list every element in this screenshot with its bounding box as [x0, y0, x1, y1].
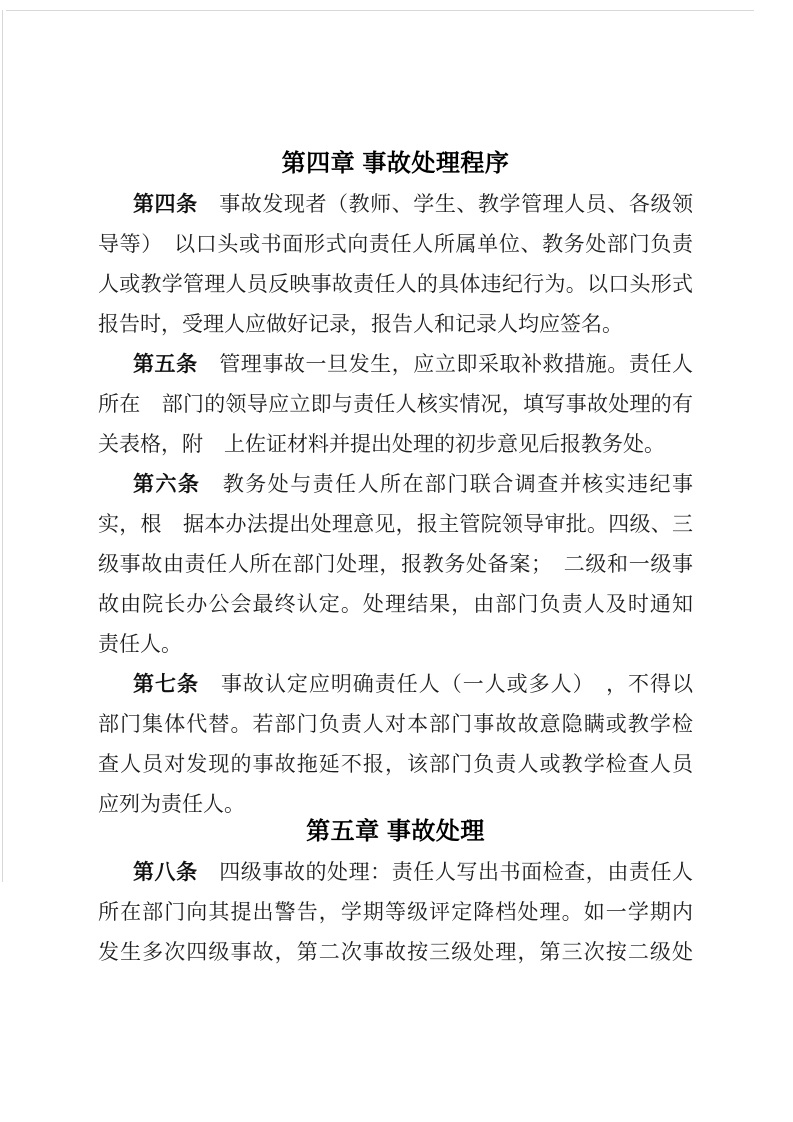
paragraph-line-text: 管理事故一旦发生，应立即采取补救措施。责任人	[197, 352, 693, 376]
paragraph-line: 查人员对发现的事故拖延不报，该部门负责人或教学检查人员	[98, 752, 693, 776]
paragraph-line: 所在部门向其提出警告，学期等级评定降档处理。如一学期内	[98, 900, 693, 924]
article-label: 第五条	[133, 352, 198, 376]
paragraph-line: 人或教学管理人员反映事故责任人的具体违纪行为。以口头形式	[98, 272, 693, 296]
paragraph-line: 故由院长办公会最终认定。处理结果，由部门负责人及时通知	[98, 592, 693, 616]
paragraph-line	[98, 852, 693, 892]
paragraph-line-text: 教务处与责任人所在部门联合调查并核实违纪事	[200, 472, 693, 496]
article-label: 第八条	[133, 860, 198, 884]
paragraph-line	[98, 664, 693, 704]
paragraph-line-text: 事故发现者（教师、学生、教学管理人员、各级领	[197, 192, 693, 216]
paragraph-line	[98, 344, 693, 384]
page-edge-left-line	[2, 10, 3, 882]
paragraph-line	[98, 184, 693, 224]
paragraph-line-text: 四级事故的处理：责任人写出书面检查，由责任人	[197, 860, 693, 884]
article-label: 第四条	[133, 192, 198, 216]
paragraph-line: 导等） 以口头或书面形式向责任人所属单位、教务处部门负责	[98, 232, 693, 256]
paragraph-line-text: 事故认定应明确责任人（一人或多人） ，不得以	[198, 672, 693, 696]
paragraph-line: 实，根 据本办法提出处理意见，报主管院领导审批。四级、三	[98, 512, 693, 536]
paragraph-line: 报告时，受理人应做好记录，报告人和记录人均应签名。	[98, 312, 623, 336]
paragraph-line: 发生多次四级事故，第二次事故按三级处理，第三次按二级处	[98, 940, 693, 964]
paragraph-line: 责任人。	[98, 632, 182, 656]
article-label: 第六条	[133, 472, 201, 496]
paragraph-line: 部门集体代替。若部门负责人对本部门事故故意隐瞒或教学检	[98, 712, 693, 736]
chapter-heading: 第五章 事故处理	[306, 818, 485, 845]
document-content	[98, 144, 693, 972]
chapter-heading: 第四章 事故处理程序	[281, 150, 510, 177]
page-edge-top-line	[6, 10, 754, 11]
paragraph-line: 关表格，附 上佐证材料并提出处理的初步意见后报教务处。	[98, 432, 665, 456]
paragraph-line	[98, 464, 693, 504]
paragraph-line: 所在 部门的领导应立即与责任人核实情况，填写事故处理的有	[98, 392, 693, 416]
paragraph-line: 应列为责任人。	[98, 792, 245, 816]
paragraph-line: 级事故由责任人所在部门处理，报教务处备案； 二级和一级事	[98, 552, 693, 576]
article-label: 第七条	[133, 672, 199, 696]
